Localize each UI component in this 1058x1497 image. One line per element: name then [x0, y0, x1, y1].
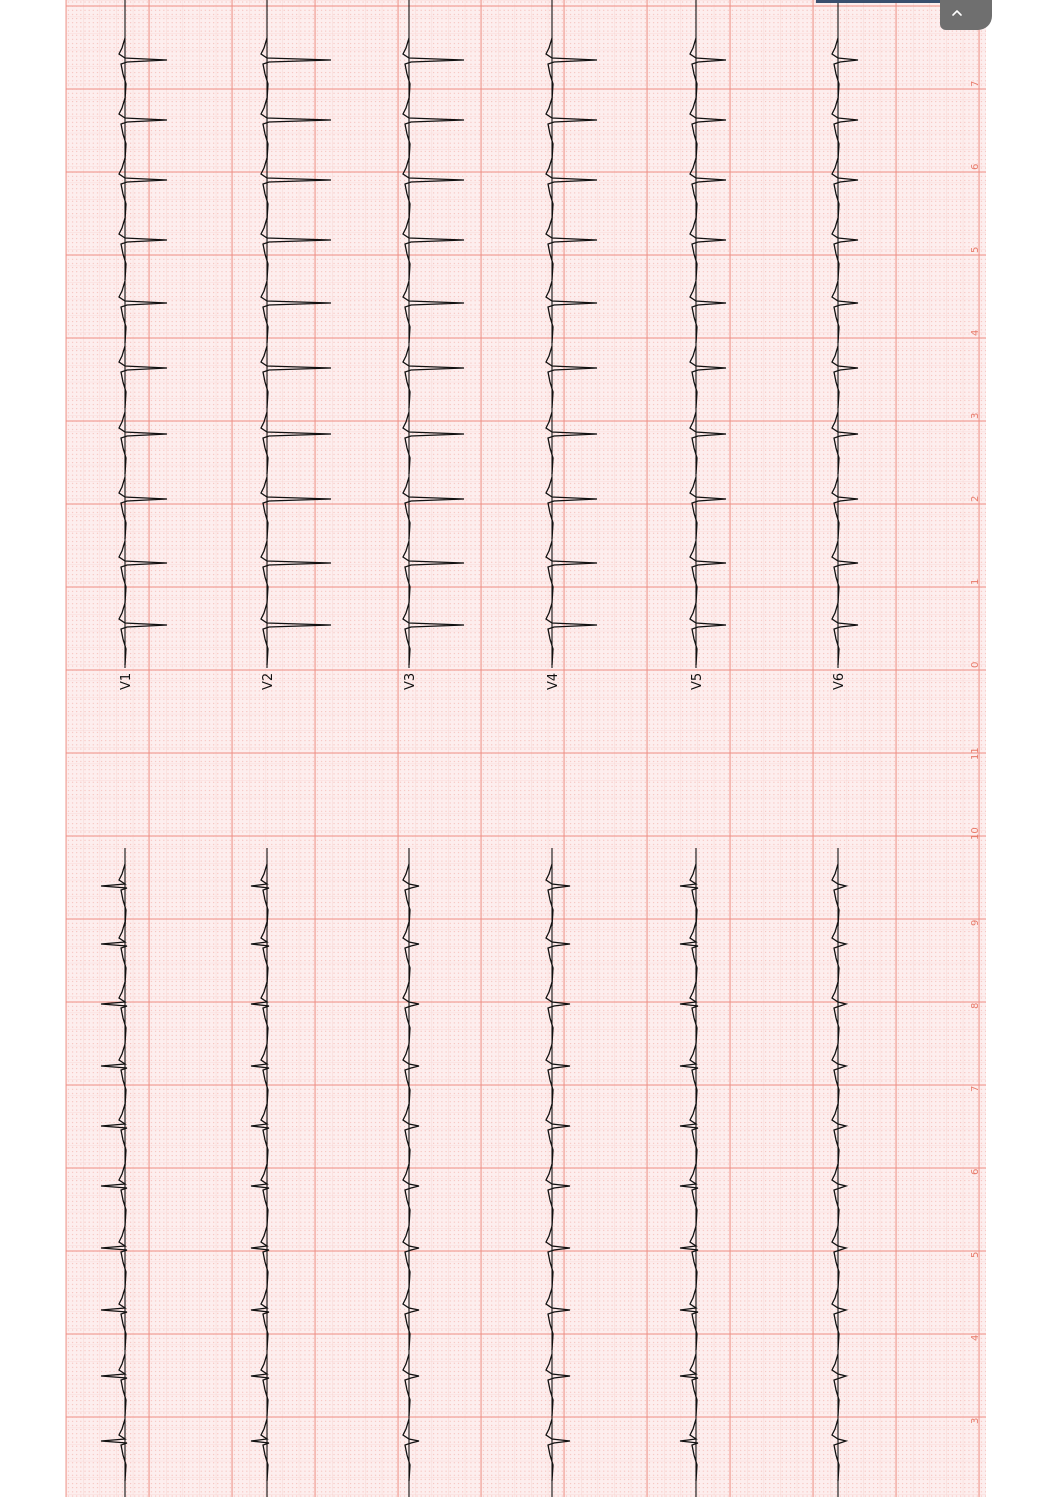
scroll-to-top-button[interactable] — [940, 0, 992, 30]
row-number: 11 — [970, 747, 981, 760]
row-number: 9 — [970, 919, 981, 926]
lead-label-v3: V3 — [403, 672, 418, 690]
row-number: 4 — [970, 1334, 981, 1341]
lead-label-v6: V6 — [832, 672, 847, 690]
row-number: 10 — [970, 827, 981, 840]
lead-label-v2: V2 — [261, 672, 276, 690]
chevron-up-icon — [950, 6, 964, 20]
row-number: 5 — [970, 1251, 981, 1258]
row-number: 7 — [970, 80, 981, 87]
lead-label-v1: V1 — [119, 672, 134, 690]
row-number: 6 — [970, 163, 981, 170]
row-number: 5 — [970, 246, 981, 253]
row-number: 3 — [970, 1417, 981, 1424]
lead-label-v5: V5 — [690, 672, 705, 690]
row-number: 1 — [970, 578, 981, 585]
row-number: 8 — [970, 1002, 981, 1009]
row-number: 2 — [970, 495, 981, 502]
row-number: 0 — [970, 661, 981, 668]
row-number: 6 — [970, 1168, 981, 1175]
lead-label-v4: V4 — [546, 672, 561, 690]
ecg-grid-minor — [66, 0, 986, 1497]
top-nav-bar — [816, 0, 940, 3]
row-number: 7 — [970, 1085, 981, 1092]
row-number: 4 — [970, 329, 981, 336]
row-number: 3 — [970, 412, 981, 419]
